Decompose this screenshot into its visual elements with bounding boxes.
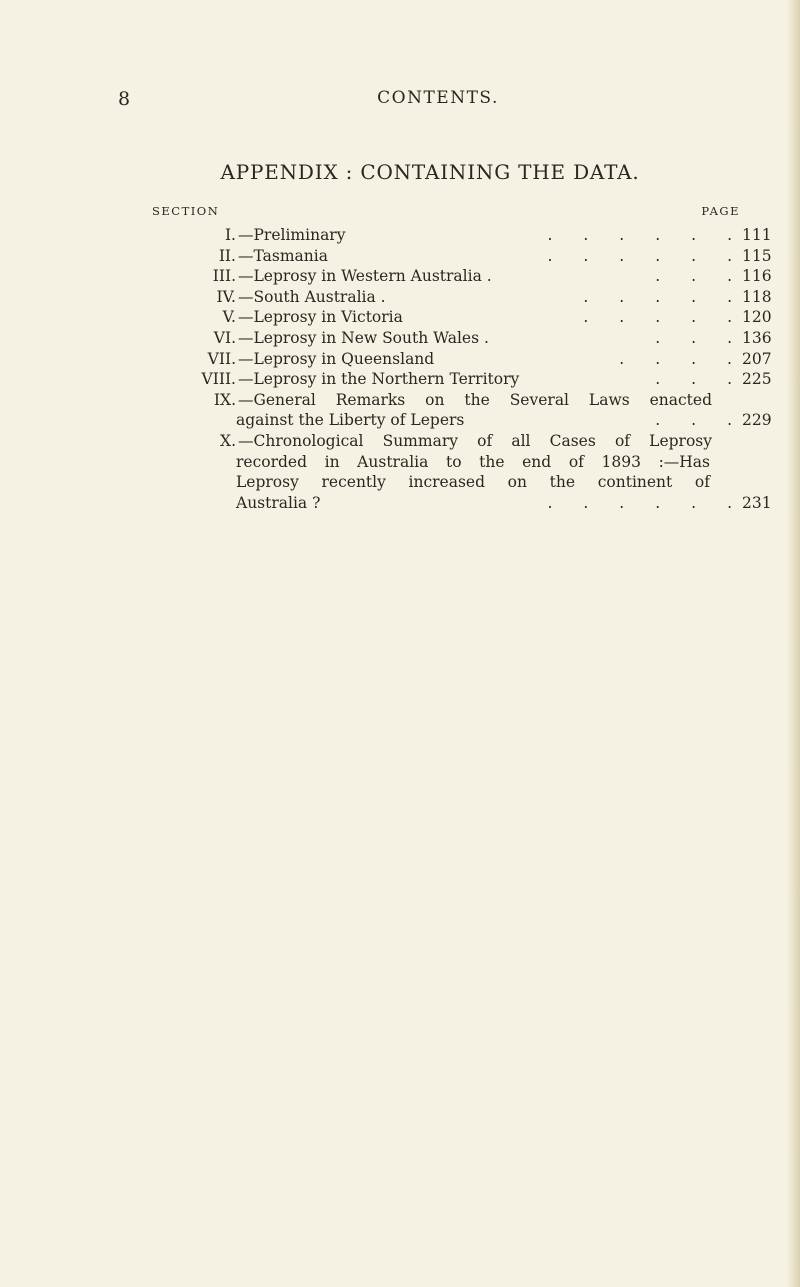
section-column-heading: SECTION xyxy=(152,204,220,218)
leader-dots: . . . . xyxy=(619,349,732,368)
section-title: recorded in Australia to the end of 1893 :—Has xyxy=(236,452,710,471)
section-title: against the Liberty of Lepers xyxy=(236,411,465,430)
section-numeral: VII. xyxy=(207,349,236,368)
toc-entry xyxy=(0,307,800,328)
running-head: CONTENTS. xyxy=(377,88,499,108)
leader-dots: . . . . . . xyxy=(547,493,732,512)
toc-entry xyxy=(0,369,800,390)
toc-entry-line xyxy=(0,225,800,246)
page-reference: 116 xyxy=(742,267,772,286)
toc-entry xyxy=(0,390,800,431)
toc-entry xyxy=(0,287,800,308)
page-reference: 118 xyxy=(742,287,772,306)
toc-entry-line xyxy=(0,369,800,390)
page-reference: 229 xyxy=(742,411,772,430)
toc-entry-line xyxy=(0,472,800,493)
section-title: —Leprosy in the Northern Territory xyxy=(238,370,520,389)
toc-entry-line xyxy=(0,266,800,287)
section-title: —Leprosy in New South Wales . xyxy=(238,328,489,347)
toc-entry xyxy=(0,225,800,246)
section-title: —Preliminary xyxy=(238,226,346,244)
section-title: —Leprosy in Victoria xyxy=(238,308,403,327)
section-numeral: III. xyxy=(212,267,236,286)
toc-entry-line xyxy=(0,328,800,349)
toc-entry xyxy=(0,246,800,267)
leader-dots: . . . . . xyxy=(583,308,732,327)
leader-dots: . . . xyxy=(655,328,732,347)
page-header xyxy=(118,88,738,110)
section-numeral: I. xyxy=(224,226,236,244)
page-reference: 111 xyxy=(742,226,772,244)
toc-entry-line xyxy=(0,287,800,308)
page-reference: 225 xyxy=(742,370,772,389)
toc-entry xyxy=(0,349,800,370)
page-column-heading: PAGE xyxy=(701,204,740,218)
toc-entry-line xyxy=(0,349,800,370)
page-edge xyxy=(786,0,800,1287)
page-number: 8 xyxy=(118,88,131,110)
section-numeral: VIII. xyxy=(201,370,236,389)
section-title: —South Australia . xyxy=(238,287,386,306)
toc-entry-line xyxy=(0,493,800,514)
toc-entry-line xyxy=(0,390,800,411)
leader-dots: . . . xyxy=(655,411,732,430)
leader-dots: . . . xyxy=(655,267,732,286)
toc-entry xyxy=(0,328,800,349)
section-numeral: VI. xyxy=(213,328,236,347)
page-reference: 120 xyxy=(742,308,772,327)
section-numeral: II. xyxy=(218,246,236,265)
leader-dots: . . . xyxy=(655,370,732,389)
section-title: Australia ? xyxy=(236,493,321,512)
toc-entry-line xyxy=(0,410,800,431)
section-title: —Leprosy in Western Australia . xyxy=(238,267,492,286)
section-numeral: V. xyxy=(222,308,236,327)
section-numeral: IV. xyxy=(216,287,236,306)
appendix-title: APPENDIX : CONTAINING THE DATA. xyxy=(220,160,640,184)
toc-entry xyxy=(0,431,800,513)
leader-dots: . . . . . . xyxy=(547,246,732,265)
toc-entry-line xyxy=(0,307,800,328)
toc-entry xyxy=(0,266,800,287)
toc-entry-line xyxy=(0,246,800,267)
toc-entry-line xyxy=(0,431,800,452)
page-reference: 207 xyxy=(742,349,772,368)
leader-dots: . . . . . xyxy=(583,287,732,306)
section-title: —Chronological Summary of all Cases of Leprosy xyxy=(238,431,712,450)
section-title: —General Remarks on the Several Laws enacted xyxy=(238,390,712,409)
column-headings xyxy=(152,204,740,220)
section-numeral: IX. xyxy=(213,390,236,409)
leader-dots: . . . . . . xyxy=(547,226,732,244)
table-of-contents xyxy=(0,225,800,513)
page-reference: 115 xyxy=(742,246,772,265)
page-reference: 136 xyxy=(742,328,772,347)
section-title: —Tasmania xyxy=(238,246,328,265)
toc-entry-line xyxy=(0,452,800,473)
section-numeral: X. xyxy=(220,431,236,450)
page-reference: 231 xyxy=(742,493,772,512)
section-title: —Leprosy in Queensland xyxy=(238,349,435,368)
section-title: Leprosy recently increased on the continent of xyxy=(236,473,710,492)
